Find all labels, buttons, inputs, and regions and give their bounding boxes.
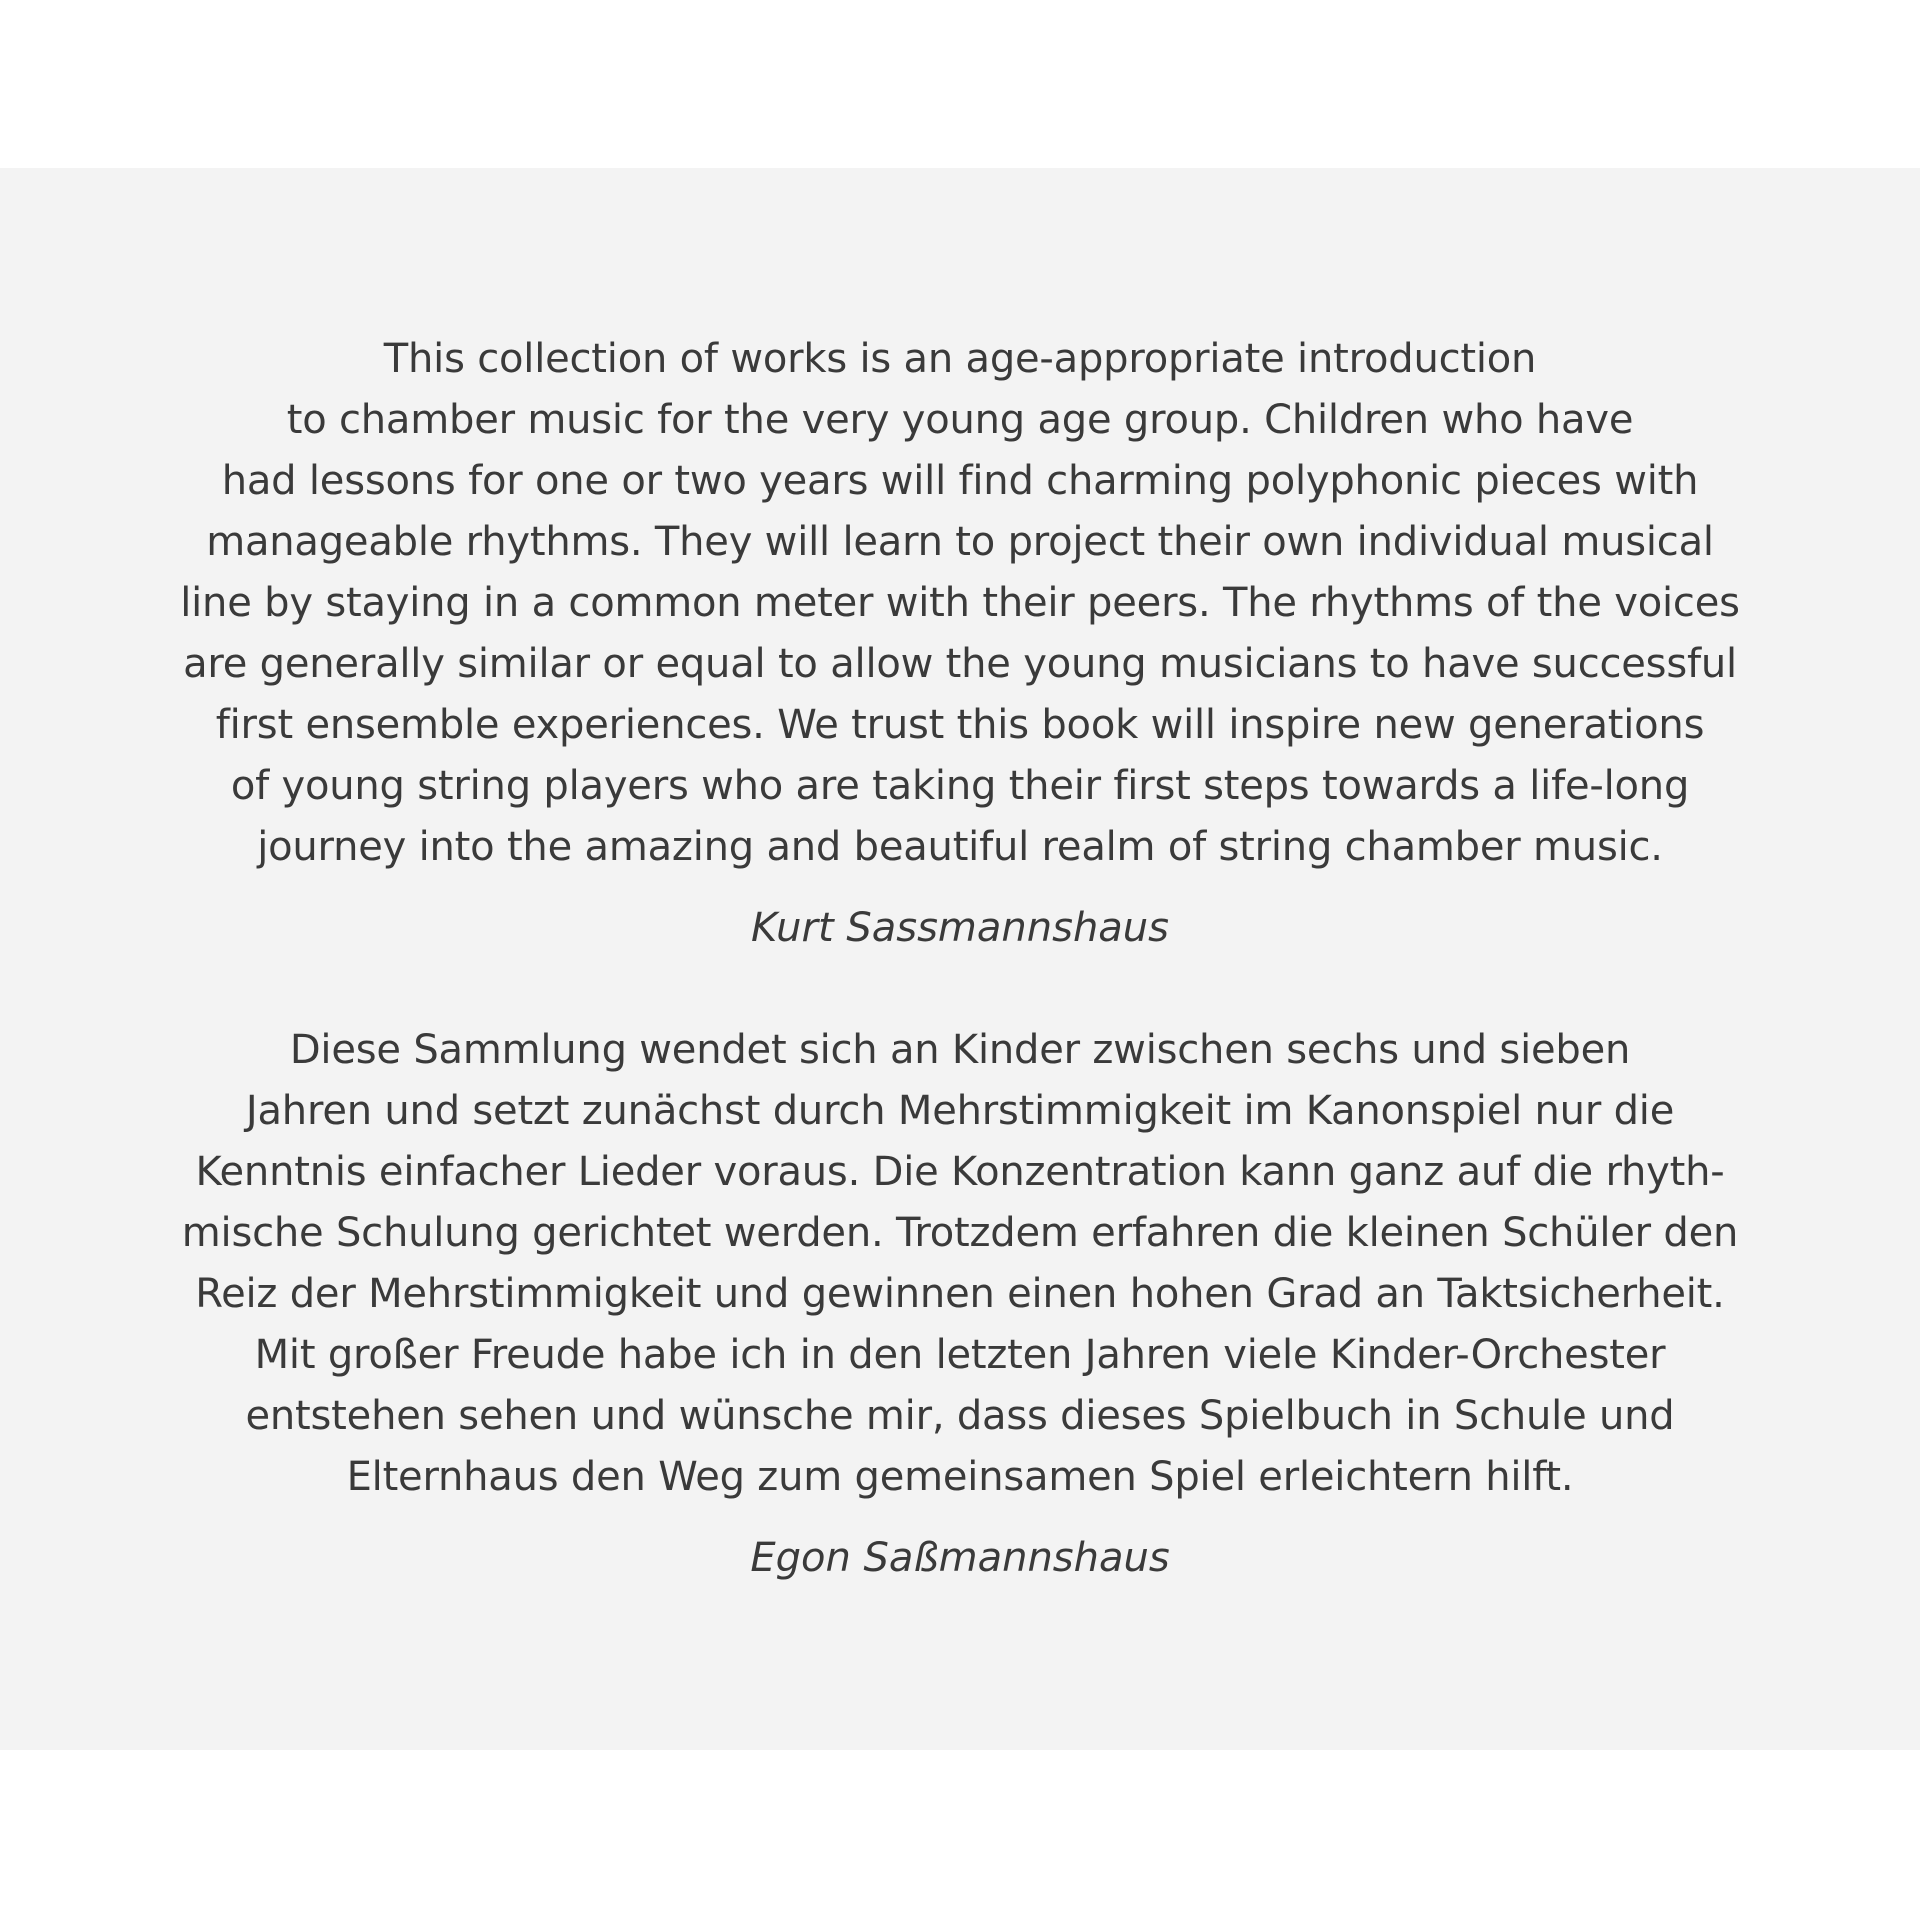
german-line: Mit großer Freude habe ich in den letzten Jahren viele Kinder-Orchester — [254, 1332, 1666, 1378]
english-line: first ensemble experiences. We trust this book will inspire new generations — [215, 702, 1705, 748]
english-line: line by staying in a common meter with their peers. The rhythms of the voices — [180, 580, 1740, 626]
english-line: had lessons for one or two years will find charming polyphonic pieces with — [221, 458, 1699, 504]
german-line: mische Schulung gerichtet werden. Trotzdem erfahren die kleinen Schüler den — [181, 1210, 1739, 1256]
english-line: manageable rhythms. They will learn to project their own individual musical — [206, 519, 1714, 565]
english-line: journey into the amazing and beautiful realm of string chamber music. — [257, 824, 1663, 870]
german-line: entstehen sehen und wünsche mir, dass dieses Spielbuch in Schule und — [245, 1393, 1675, 1439]
german-signature: Egon Saßmannshaus — [750, 1535, 1170, 1581]
german-line: Elternhaus den Weg zum gemeinsamen Spiel erleichtern hilft. — [346, 1454, 1574, 1500]
english-line: This collection of works is an age-appropriate introduction — [383, 336, 1537, 382]
english-line: of young string players who are taking their first steps towards a life-long — [230, 763, 1690, 809]
german-line: Jahren und setzt zunächst durch Mehrstimmigkeit im Kanonspiel nur die — [245, 1088, 1675, 1134]
german-line: Diese Sammlung wendet sich an Kinder zwischen sechs und sieben — [289, 1027, 1631, 1073]
german-paragraph — [0, 1020, 1920, 1508]
german-line: Kenntnis einfacher Lieder voraus. Die Konzentration kann ganz auf die rhyth- — [195, 1149, 1725, 1195]
english-paragraph — [0, 329, 1920, 878]
english-line: are generally similar or equal to allow the young musicians to have successful — [183, 641, 1737, 687]
english-signature: Kurt Sassmannshaus — [750, 905, 1169, 951]
english-line: to chamber music for the very young age group. Children who have — [286, 397, 1634, 443]
german-line: Reiz der Mehrstimmigkeit und gewinnen einen hohen Grad an Taktsicherheit. — [195, 1271, 1725, 1317]
